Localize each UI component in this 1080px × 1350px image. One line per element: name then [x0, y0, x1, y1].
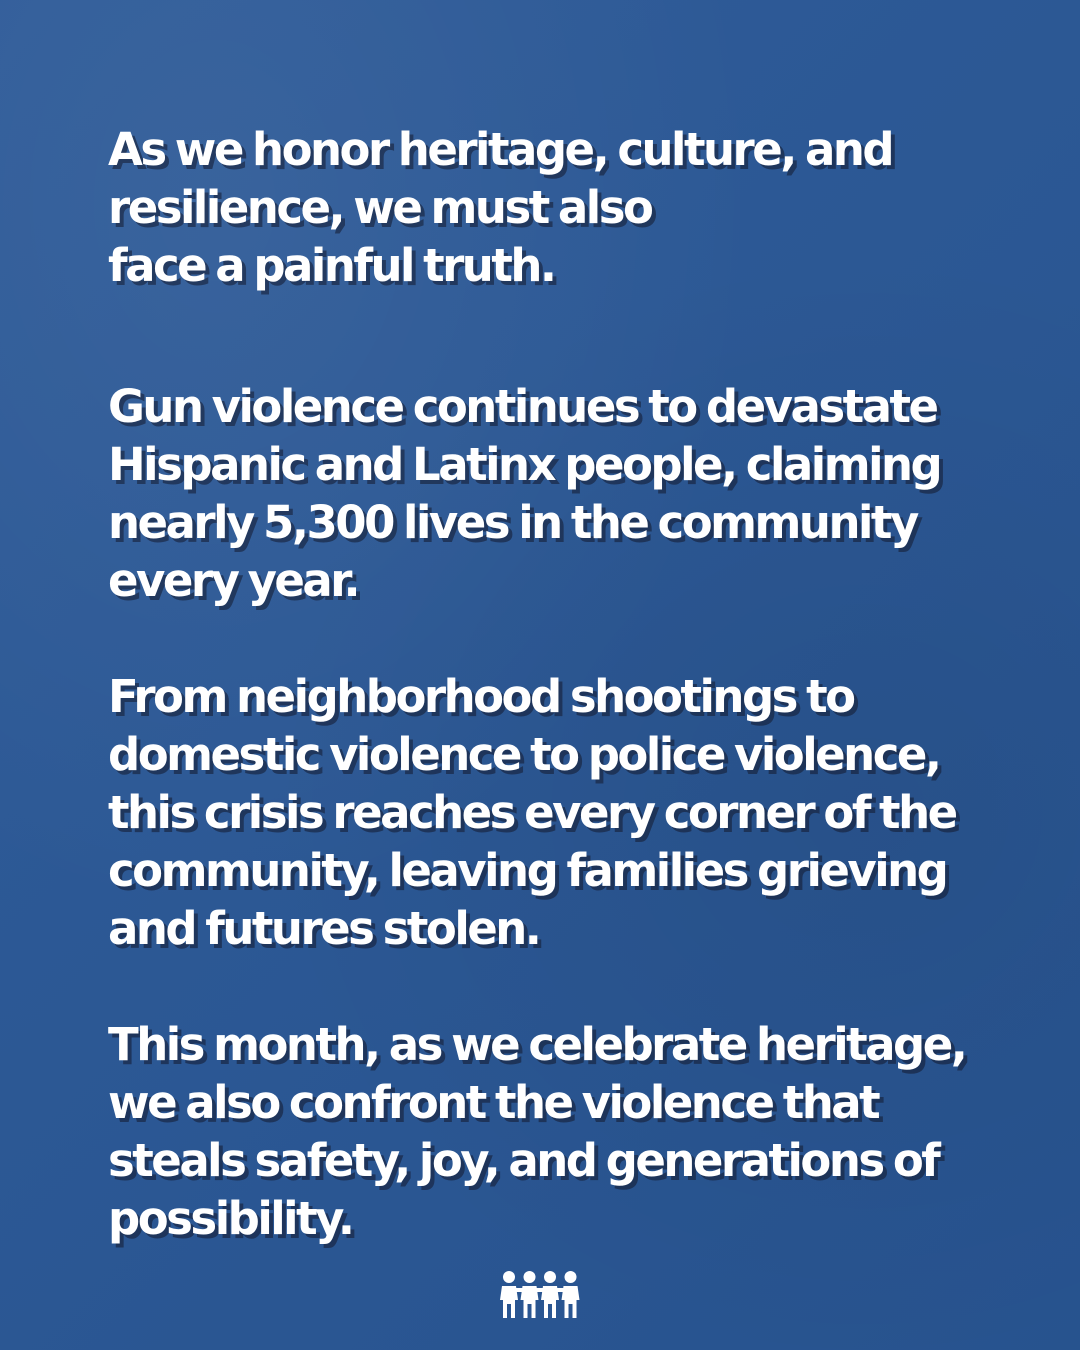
paragraph-intro: As we honor heritage, culture, and resilience, we must also face a painful truth. [108, 123, 893, 292]
paragraph-closing: This month, as we celebrate heritage, we also confront the violence that steals safety, joy, and generations of possibility. [108, 1018, 966, 1245]
four-people-icon [499, 1270, 581, 1320]
paragraph-statistic: Gun violence continues to devastate Hispanic and Latinx people, claiming nearly 5,300 lives in the community every year. [108, 380, 941, 607]
paragraph-crisis: From neighborhood shootings to domestic violence to police violence, this crisis reaches every corner of the community, leaving families grieving and futures stolen. [108, 670, 956, 955]
